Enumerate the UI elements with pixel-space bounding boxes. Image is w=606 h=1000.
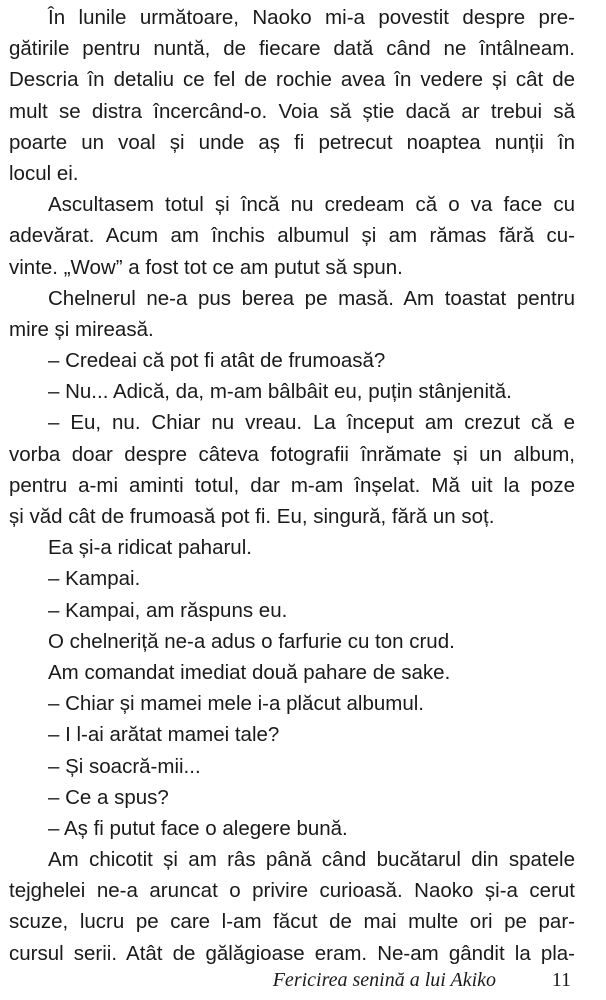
text-line — [9, 751, 575, 782]
text-line — [9, 657, 575, 688]
text-line-content: scuze, lucru pe care l-am făcut de mai multe ori pe par- — [9, 910, 575, 934]
text-line — [9, 532, 575, 563]
text-line-content: – Aș fi putut face o alegere bună. — [48, 816, 348, 840]
text-line — [9, 470, 575, 501]
text-line — [9, 563, 575, 594]
text-line — [9, 906, 575, 937]
text-line — [9, 376, 575, 407]
text-line-content: poarte un voal și unde aș fi petrecut noaptea nunții în — [9, 130, 575, 154]
text-line — [9, 626, 575, 657]
text-line — [9, 252, 575, 283]
text-line — [9, 2, 575, 33]
text-line-content: cursul serii. Atât de gălăgioase eram. Ne-am gândit la pla- — [9, 941, 575, 965]
text-line — [9, 220, 575, 251]
text-line-content: gătirile pentru nuntă, de fiecare dată când ne întâlneam. — [9, 37, 575, 61]
text-line — [9, 439, 575, 470]
text-line-content: – Kampai, am răspuns eu. — [48, 598, 288, 622]
page-body-text — [9, 2, 575, 969]
text-line — [9, 844, 575, 875]
text-line-content: – Și soacră-mii... — [48, 754, 201, 778]
text-line-content: și văd cât de frumoasă pot fi. Eu, singură, fără un soț. — [9, 505, 495, 528]
text-line-content: În lunile următoare, Naoko mi-a povestit despre pre- — [48, 6, 575, 29]
text-line-content: Ea și-a ridicat paharul. — [48, 536, 252, 560]
text-line-content: tejghelei ne-a aruncat o privire curioasă. Naoko și-a cerut — [9, 879, 575, 903]
text-line — [9, 96, 575, 127]
text-line-content: Descria în detaliu ce fel de rochie avea în vedere și cât de — [9, 68, 575, 92]
text-line — [9, 345, 575, 376]
text-line — [9, 688, 575, 719]
running-footer-title: Fericirea senină a lui Akiko — [272, 969, 496, 991]
text-line-content: – I l-ai arătat mamei tale? — [48, 723, 280, 747]
text-line-content: – Nu... Adică, da, m-am bâlbâit eu, puțin stânjenită. — [48, 380, 512, 404]
text-line — [9, 407, 575, 438]
text-line-content: – Ce a spus? — [48, 785, 169, 809]
text-line — [9, 189, 575, 220]
text-line-content: – Chiar și mamei mele i-a plăcut albumul. — [48, 692, 424, 716]
text-line — [9, 127, 575, 158]
text-line — [9, 595, 575, 626]
text-line-content: O chelneriță ne-a adus o farfurie cu ton crud. — [48, 629, 455, 653]
text-line-content: vinte. „Wow” a fost tot ce am putut să spun. — [9, 255, 403, 279]
text-line-content: Chelnerul ne-a pus berea pe masă. Am toastat pentru — [48, 286, 575, 310]
text-line-content: mult se distra încercând-o. Voia să știe dacă ar trebui să — [9, 99, 575, 123]
text-line-content: vorba doar despre câteva fotografii înrămate și un album, — [9, 442, 575, 466]
text-line — [9, 782, 575, 813]
text-line — [9, 283, 575, 314]
text-line-content: locul ei. — [9, 161, 79, 185]
text-line-content: adevărat. Acum am închis albumul și am rămas fără cu- — [9, 224, 575, 248]
text-line-content: – Eu, nu. Chiar nu vreau. La început am crezut că e — [48, 411, 575, 435]
text-line — [9, 64, 575, 95]
text-line — [9, 938, 575, 969]
page-number: 11 — [551, 969, 571, 991]
text-line — [9, 314, 575, 345]
text-line-content: Ascultasem totul și încă nu credeam că o va face cu — [48, 193, 575, 217]
text-line — [9, 719, 575, 750]
text-line — [9, 875, 575, 906]
text-line-content: – Kampai. — [48, 567, 141, 591]
text-line-content: pentru a-mi aminti totul, dar m-am înșelat. Mă uit la poze — [9, 473, 575, 497]
page-footer — [0, 968, 606, 994]
text-line — [9, 813, 575, 844]
text-line — [9, 158, 575, 189]
text-line — [9, 33, 575, 64]
text-line-content: Am comandat imediat două pahare de sake. — [48, 660, 451, 684]
text-line-content: mire și mireasă. — [9, 317, 154, 341]
text-line-content: – Credeai că pot fi atât de frumoasă? — [48, 349, 386, 373]
text-line — [9, 501, 575, 532]
text-line-content: Am chicotit și am râs până când bucătarul din spatele — [48, 848, 575, 872]
